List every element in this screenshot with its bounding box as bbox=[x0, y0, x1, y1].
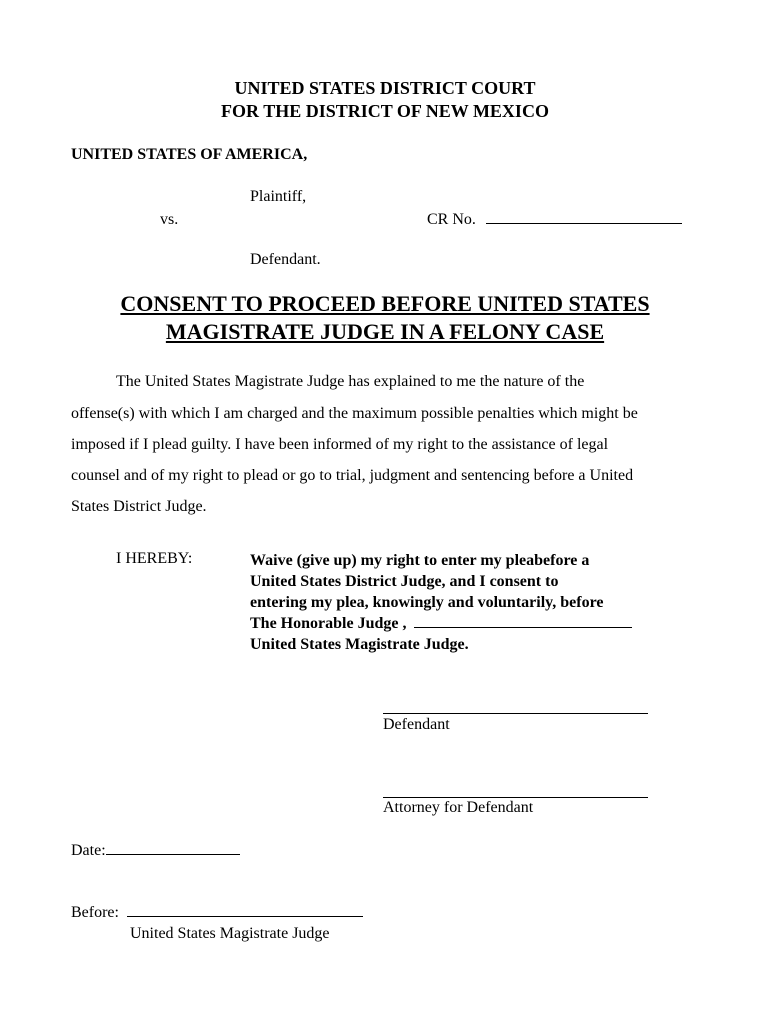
body-line-2: offense(s) with which I am charged and the maximum possible penalties which might be bbox=[71, 405, 638, 422]
document-title-line1: CONSENT TO PROCEED BEFORE UNITED STATES bbox=[120, 291, 650, 316]
date-blank[interactable] bbox=[106, 853, 240, 855]
honorable-judge-label: The Honorable Judge , bbox=[250, 615, 407, 632]
attorney-signature-label: Attorney for Defendant bbox=[383, 799, 534, 816]
hereby-label: I HEREBY: bbox=[116, 550, 193, 567]
plaintiff-party: UNITED STATES OF AMERICA, bbox=[71, 146, 308, 163]
defendant-label: Defendant. bbox=[250, 251, 321, 268]
case-number-field bbox=[427, 211, 682, 229]
magistrate-judge-label: United States Magistrate Judge bbox=[130, 925, 330, 942]
magistrate-signature-blank[interactable] bbox=[127, 915, 363, 917]
hereby-line-4-wrap bbox=[250, 613, 632, 634]
body-line-3: imposed if I plead guilty. I have been informed of my right to the assistance of legal bbox=[71, 436, 609, 453]
body-line-5: States District Judge. bbox=[71, 498, 207, 515]
case-number-blank[interactable] bbox=[486, 222, 682, 224]
hereby-line-1: Waive (give up) my right to enter my pleabefore a bbox=[250, 552, 590, 569]
defendant-signature-label: Defendant bbox=[383, 716, 450, 733]
plaintiff-label: Plaintiff, bbox=[250, 188, 307, 205]
hereby-line-5: United States Magistrate Judge. bbox=[250, 636, 469, 653]
court-name: UNITED STATES DISTRICT COURT bbox=[234, 78, 536, 98]
body-line-4: counsel and of my right to plead or go to trial, judgment and sentencing before a United bbox=[71, 467, 634, 484]
before-label: Before: bbox=[71, 904, 119, 921]
date-field bbox=[71, 842, 240, 860]
attorney-signature-line[interactable] bbox=[383, 797, 648, 798]
hereby-line-2: United States District Judge, and I consent to bbox=[250, 573, 559, 590]
case-number-label: CR No. bbox=[427, 211, 476, 228]
body-line-1: The United States Magistrate Judge has explained to me the nature of the bbox=[116, 373, 585, 390]
judge-name-blank[interactable] bbox=[414, 626, 632, 628]
before-field bbox=[71, 904, 363, 922]
hereby-line-3: entering my plea, knowingly and voluntarily, before bbox=[250, 594, 604, 611]
document-title-line2: MAGISTRATE JUDGE IN A FELONY CASE bbox=[165, 319, 605, 344]
court-district: FOR THE DISTRICT OF NEW MEXICO bbox=[221, 101, 549, 121]
defendant-signature-line[interactable] bbox=[383, 713, 648, 714]
date-label: Date: bbox=[71, 842, 106, 859]
vs-label: vs. bbox=[160, 211, 179, 228]
